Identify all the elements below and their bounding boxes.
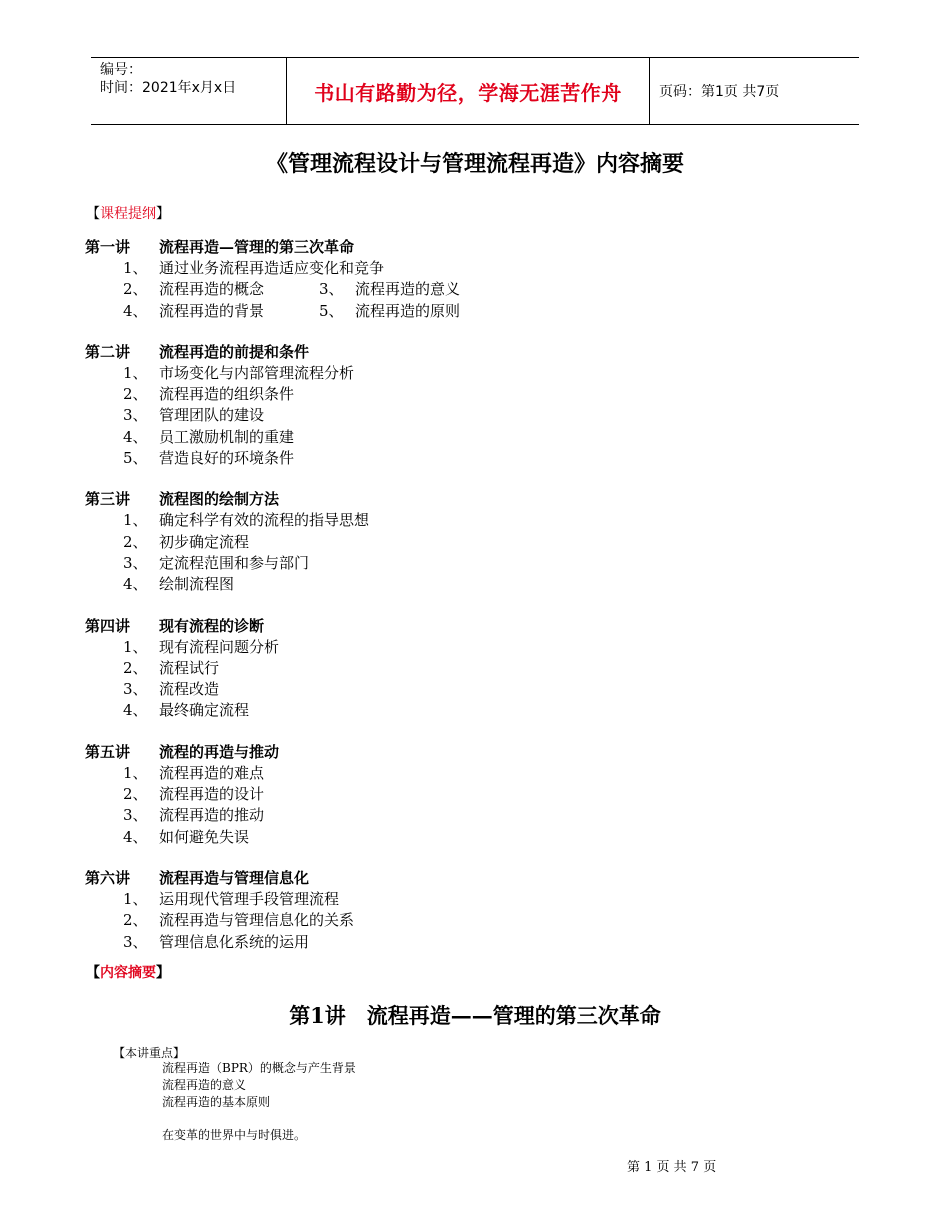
item-text: 初步确定流程 bbox=[159, 532, 250, 551]
item-text: 流程再造的难点 bbox=[159, 763, 265, 782]
document-header bbox=[91, 57, 859, 125]
summary-bracket-close: 】 bbox=[156, 965, 170, 981]
section-title: 第1讲 流程再造——管理的第三次革命 bbox=[289, 1003, 661, 1028]
lecture-title: 流程再造的前提和条件 bbox=[159, 342, 310, 361]
outline-item bbox=[85, 637, 885, 658]
item-text: 管理团队的建设 bbox=[159, 406, 265, 425]
item-number: 4、 bbox=[123, 301, 148, 320]
item-number: 3、 bbox=[123, 680, 148, 699]
lecture-heading bbox=[85, 616, 885, 637]
outline-heading bbox=[86, 203, 170, 223]
lecture-section bbox=[85, 342, 885, 469]
item-number: 1、 bbox=[123, 889, 148, 908]
lecture-title: 流程图的绘制方法 bbox=[159, 490, 280, 509]
lecture-section bbox=[85, 616, 885, 722]
focus-list bbox=[162, 1060, 356, 1111]
outline-item bbox=[85, 827, 885, 848]
item-text: 市场变化与内部管理流程分析 bbox=[159, 363, 355, 382]
item-number: 2、 bbox=[123, 785, 148, 804]
lecture-number: 第三讲 bbox=[85, 490, 131, 509]
lecture-section bbox=[85, 489, 885, 595]
item-text: 流程再造的原则 bbox=[355, 301, 461, 320]
item-number: 1、 bbox=[123, 259, 148, 277]
outline-item bbox=[85, 700, 885, 721]
outline-item bbox=[85, 427, 885, 448]
lecture-number: 第二讲 bbox=[85, 342, 131, 361]
item-number: 3、 bbox=[123, 932, 148, 951]
focus-item: 流程再造的基本原则 bbox=[162, 1095, 271, 1109]
lecture-section bbox=[85, 742, 885, 848]
outline-item bbox=[85, 258, 885, 279]
lecture-title: 流程的再造与推动 bbox=[159, 742, 280, 761]
lecture-title: 流程再造—管理的第三次革命 bbox=[159, 238, 355, 256]
lecture-number: 第六讲 bbox=[85, 868, 131, 887]
lecture-heading bbox=[85, 489, 885, 510]
lecture-title: 现有流程的诊断 bbox=[159, 616, 265, 635]
item-text: 流程再造的意义 bbox=[355, 280, 461, 299]
item-text: 营造良好的环境条件 bbox=[159, 449, 295, 468]
outline-item bbox=[85, 805, 885, 826]
item-text: 流程再造的背景 bbox=[159, 301, 265, 320]
item-number: 2、 bbox=[123, 658, 148, 677]
item-number: 2、 bbox=[123, 385, 148, 404]
outline-bracket-close: 】 bbox=[156, 206, 170, 222]
outline-item bbox=[85, 658, 885, 679]
item-number: 5、 bbox=[123, 449, 148, 468]
lecture-number: 第一讲 bbox=[85, 238, 131, 256]
focus-item: 流程再造（BPR）的概念与产生背景 bbox=[162, 1061, 356, 1075]
item-number: 3、 bbox=[123, 806, 148, 825]
motto-text: 书山有路勤为径，学海无涯苦作舟 bbox=[314, 80, 622, 105]
item-number: 3、 bbox=[319, 280, 344, 299]
item-text: 定流程范围和参与部门 bbox=[159, 553, 310, 572]
focus-label: 【本讲重点】 bbox=[113, 1046, 186, 1060]
item-number: 2、 bbox=[123, 280, 148, 299]
item-number: 2、 bbox=[123, 532, 148, 551]
outline-item bbox=[85, 763, 885, 784]
page-footer: 第 1 页 共 7 页 bbox=[627, 1160, 717, 1175]
item-number: 5、 bbox=[319, 301, 344, 320]
outline-item bbox=[85, 448, 885, 469]
course-outline bbox=[85, 237, 885, 973]
outline-item bbox=[85, 510, 885, 531]
outline-item bbox=[85, 301, 885, 322]
item-number: 1、 bbox=[123, 637, 148, 656]
item-text: 运用现代管理手段管理流程 bbox=[159, 889, 340, 908]
summary-bracket-open: 【 bbox=[86, 965, 100, 981]
header-motto-cell bbox=[286, 58, 650, 124]
item-text: 流程试行 bbox=[159, 658, 220, 677]
item-text: 流程改造 bbox=[159, 680, 220, 699]
header-page-cell bbox=[650, 58, 859, 124]
item-text: 如何避免失误 bbox=[159, 827, 250, 846]
item-text: 确定科学有效的流程的指导思想 bbox=[159, 511, 370, 530]
outline-item bbox=[85, 574, 885, 595]
lecture-heading bbox=[85, 742, 885, 763]
item-text: 流程再造的概念 bbox=[159, 280, 265, 299]
outline-bracket-open: 【 bbox=[86, 206, 100, 222]
lecture-number: 第四讲 bbox=[85, 616, 131, 635]
item-text: 现有流程问题分析 bbox=[159, 637, 280, 656]
outline-item bbox=[85, 405, 885, 426]
outline-item bbox=[85, 910, 885, 931]
focus-item: 流程再造的意义 bbox=[162, 1078, 247, 1092]
item-number: 4、 bbox=[123, 827, 148, 846]
page-label: 页码：第1页 共7页 bbox=[659, 84, 780, 100]
lecture-heading bbox=[85, 868, 885, 889]
item-text: 员工激励机制的重建 bbox=[159, 427, 295, 446]
item-text: 流程再造的设计 bbox=[159, 785, 265, 804]
outline-heading-text: 课程提纲 bbox=[100, 206, 156, 222]
lecture-section bbox=[85, 237, 885, 322]
item-text: 流程再造的组织条件 bbox=[159, 385, 295, 404]
item-number: 4、 bbox=[123, 427, 148, 446]
item-number: 2、 bbox=[123, 911, 148, 930]
header-meta-cell bbox=[91, 58, 286, 124]
lecture-section bbox=[85, 868, 885, 953]
outline-item bbox=[85, 784, 885, 805]
document-title: 《管理流程设计与管理流程再造》内容摘要 bbox=[265, 152, 684, 177]
outline-item bbox=[85, 679, 885, 700]
summary-heading-text: 内容摘要 bbox=[100, 965, 156, 981]
item-number: 1、 bbox=[123, 511, 148, 530]
item-text: 通过业务流程再造适应变化和竞争 bbox=[159, 259, 385, 277]
outline-item bbox=[85, 532, 885, 553]
item-number: 3、 bbox=[123, 553, 148, 572]
outline-item bbox=[85, 553, 885, 574]
summary-heading bbox=[86, 962, 170, 982]
item-text: 绘制流程图 bbox=[159, 575, 235, 594]
outline-item bbox=[85, 889, 885, 910]
item-number: 4、 bbox=[123, 701, 148, 720]
item-text: 管理信息化系统的运用 bbox=[159, 932, 310, 951]
closing-text: 在变革的世界中与时俱进。 bbox=[162, 1128, 307, 1142]
lecture-heading bbox=[85, 237, 885, 258]
time-label: 时间：2021年x月x日 bbox=[100, 80, 237, 96]
outline-item bbox=[85, 279, 885, 300]
lecture-number: 第五讲 bbox=[85, 742, 131, 761]
lecture-title: 流程再造与管理信息化 bbox=[159, 868, 310, 887]
item-number: 3、 bbox=[123, 406, 148, 425]
item-number: 4、 bbox=[123, 575, 148, 594]
item-number: 1、 bbox=[123, 363, 148, 382]
item-number: 1、 bbox=[123, 763, 148, 782]
item-text: 流程再造与管理信息化的关系 bbox=[159, 911, 355, 930]
outline-item bbox=[85, 363, 885, 384]
item-text: 最终确定流程 bbox=[159, 701, 250, 720]
outline-item bbox=[85, 384, 885, 405]
item-text: 流程再造的推动 bbox=[159, 806, 265, 825]
outline-item bbox=[85, 932, 885, 953]
lecture-heading bbox=[85, 342, 885, 363]
number-label: 编号： bbox=[100, 62, 142, 78]
